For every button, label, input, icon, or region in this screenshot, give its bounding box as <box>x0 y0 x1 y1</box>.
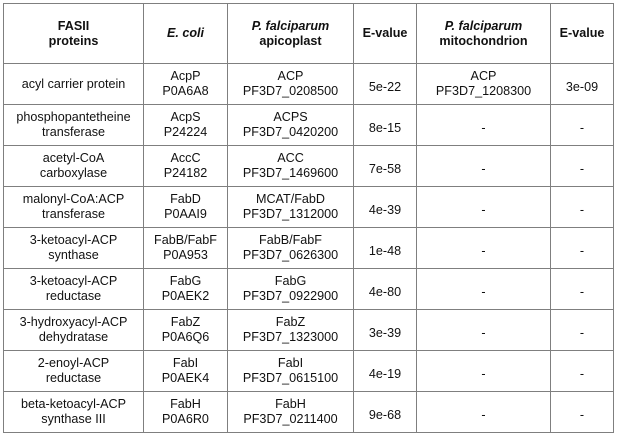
table-row <box>4 269 614 310</box>
header-ecoli <box>144 4 228 64</box>
mitochondrion-cell <box>417 146 551 187</box>
header-ecoli-label: E. coli <box>166 26 205 40</box>
evalue-2-cell <box>551 351 614 392</box>
header-evalue-1-label: E-value <box>362 26 408 40</box>
protein-name: synthase <box>48 248 99 262</box>
evalue-2: - <box>579 366 585 381</box>
apicoplast-cell <box>228 228 354 269</box>
ecoli-cell <box>144 64 228 105</box>
ecoli-cell <box>144 146 228 187</box>
table-row <box>4 187 614 228</box>
apicoplast-id: PF3D7_1323000 <box>242 330 339 344</box>
evalue-2: - <box>579 284 585 299</box>
evalue-2-cell <box>551 310 614 351</box>
mitochondrion-cell <box>417 64 551 105</box>
mitochondrion-gene: - <box>481 202 486 217</box>
protein-cell <box>4 105 144 146</box>
evalue-2: 3e-09 <box>565 79 599 94</box>
apicoplast-id: PF3D7_0211400 <box>243 412 338 426</box>
header-fasii-proteins <box>4 4 144 64</box>
evalue-1-cell <box>354 392 417 433</box>
protein-cell <box>4 64 144 105</box>
header-pf-mito-italic: P. falciparum <box>444 18 523 33</box>
protein-name: carboxylase <box>39 166 108 180</box>
protein-name: synthase III <box>41 412 106 426</box>
table-body <box>4 64 614 433</box>
apicoplast-id: PF3D7_0626300 <box>242 248 339 262</box>
mitochondrion-cell <box>417 105 551 146</box>
protein-name: transferase <box>42 207 105 221</box>
evalue-2-cell <box>551 105 614 146</box>
protein-name: transferase <box>42 125 105 139</box>
table-row <box>4 105 614 146</box>
evalue-1-cell <box>354 228 417 269</box>
ecoli-cell <box>144 351 228 392</box>
ecoli-cell <box>144 187 228 228</box>
ecoli-id: P0AEK4 <box>161 371 210 385</box>
evalue-1: 5e-22 <box>368 79 402 94</box>
evalue-1-cell <box>354 310 417 351</box>
header-fasii-line1: FASII <box>57 18 90 33</box>
mitochondrion-id: PF3D7_1208300 <box>435 84 532 98</box>
protein-name: reductase <box>45 371 102 385</box>
apicoplast-cell <box>228 351 354 392</box>
evalue-1-cell <box>354 187 417 228</box>
fasii-table <box>3 3 614 433</box>
ecoli-gene: AccC <box>170 151 201 165</box>
mitochondrion-gene: ACP <box>470 69 497 83</box>
header-evalue-1 <box>354 4 417 64</box>
mitochondrion-cell <box>417 187 551 228</box>
evalue-1-cell <box>354 351 417 392</box>
protein-name: 3-hydroxyacyl-ACP <box>19 315 128 329</box>
protein-name: malonyl-CoA:ACP <box>22 192 125 206</box>
mitochondrion-gene: - <box>481 120 486 135</box>
apicoplast-gene: FabH <box>275 397 306 411</box>
evalue-1: 4e-39 <box>368 202 402 217</box>
evalue-1: 8e-15 <box>368 120 402 135</box>
mitochondrion-gene: - <box>481 325 486 340</box>
apicoplast-cell <box>228 187 354 228</box>
apicoplast-gene: FabI <box>277 356 304 370</box>
ecoli-gene: AcpP <box>170 69 201 83</box>
ecoli-id: P0A6R0 <box>162 412 209 426</box>
apicoplast-cell <box>228 310 354 351</box>
apicoplast-id: PF3D7_0208500 <box>242 84 339 98</box>
ecoli-cell <box>144 228 228 269</box>
protein-cell <box>4 228 144 269</box>
mitochondrion-gene: - <box>481 243 486 258</box>
ecoli-gene: FabB/FabF <box>154 233 217 247</box>
apicoplast-id: PF3D7_0420200 <box>242 125 339 139</box>
table-row <box>4 228 614 269</box>
ecoli-id: P0A6A8 <box>162 84 209 98</box>
apicoplast-cell <box>228 64 354 105</box>
evalue-1: 3e-39 <box>368 325 402 340</box>
apicoplast-cell <box>228 269 354 310</box>
protein-name: acyl carrier protein <box>21 76 126 91</box>
evalue-2: - <box>579 243 585 258</box>
evalue-2-cell <box>551 187 614 228</box>
ecoli-id: P24224 <box>163 125 208 139</box>
apicoplast-id: PF3D7_0615100 <box>242 371 339 385</box>
protein-cell <box>4 351 144 392</box>
ecoli-gene: FabH <box>170 397 201 411</box>
mitochondrion-cell <box>417 269 551 310</box>
evalue-2: - <box>579 161 585 176</box>
evalue-1: 1e-48 <box>368 243 402 258</box>
table-row <box>4 310 614 351</box>
protein-name: dehydratase <box>38 330 109 344</box>
apicoplast-gene: ACP <box>277 69 304 83</box>
table-row <box>4 392 614 433</box>
ecoli-id: P0AEK2 <box>161 289 210 303</box>
table-row <box>4 64 614 105</box>
ecoli-gene: AcpS <box>170 110 201 124</box>
protein-name: 3-ketoacyl-ACP <box>29 274 118 288</box>
ecoli-gene: FabD <box>170 192 201 206</box>
protein-cell <box>4 269 144 310</box>
ecoli-gene: FabZ <box>170 315 201 329</box>
ecoli-cell <box>144 310 228 351</box>
header-pf-mito-rest: mitochondrion <box>439 33 528 48</box>
evalue-1: 4e-80 <box>368 284 402 299</box>
protein-cell <box>4 310 144 351</box>
protein-name: 3-ketoacyl-ACP <box>29 233 118 247</box>
evalue-1-cell <box>354 269 417 310</box>
header-pf-apicoplast <box>228 4 354 64</box>
mitochondrion-cell <box>417 392 551 433</box>
evalue-2: - <box>579 202 585 217</box>
table-row <box>4 146 614 187</box>
evalue-2-cell <box>551 228 614 269</box>
ecoli-gene: FabG <box>169 274 202 288</box>
evalue-1: 4e-19 <box>368 366 402 381</box>
ecoli-gene: FabI <box>172 356 199 370</box>
protein-name: 2-enoyl-ACP <box>37 356 110 370</box>
header-evalue-2 <box>551 4 614 64</box>
evalue-1-cell <box>354 146 417 187</box>
header-row <box>4 4 614 64</box>
ecoli-cell <box>144 105 228 146</box>
apicoplast-gene: ACC <box>277 151 304 165</box>
ecoli-id: P0AAI9 <box>164 207 207 221</box>
mitochondrion-gene: - <box>481 366 486 381</box>
protein-name: phosphopantetheine <box>16 110 131 124</box>
evalue-1-cell <box>354 64 417 105</box>
mitochondrion-cell <box>417 310 551 351</box>
protein-name: acetyl-CoA <box>42 151 105 165</box>
apicoplast-gene: FabG <box>274 274 307 288</box>
ecoli-cell <box>144 269 228 310</box>
evalue-1: 7e-58 <box>368 161 402 176</box>
apicoplast-id: PF3D7_1469600 <box>242 166 339 180</box>
evalue-2: - <box>579 120 585 135</box>
mitochondrion-cell <box>417 351 551 392</box>
header-pf-apicoplast-rest: apicoplast <box>259 33 322 48</box>
evalue-1: 9e-68 <box>368 407 402 422</box>
evalue-1-cell <box>354 105 417 146</box>
header-fasii-line2: proteins <box>48 33 99 48</box>
table-row <box>4 351 614 392</box>
protein-cell <box>4 146 144 187</box>
protein-cell <box>4 392 144 433</box>
evalue-2-cell <box>551 146 614 187</box>
apicoplast-id: PF3D7_1312000 <box>242 207 339 221</box>
evalue-2: - <box>579 407 585 422</box>
apicoplast-id: PF3D7_0922900 <box>242 289 339 303</box>
ecoli-id: P0A6Q6 <box>161 330 210 344</box>
protein-name: beta-ketoacyl-ACP <box>21 397 126 411</box>
evalue-2-cell <box>551 269 614 310</box>
apicoplast-gene: ACPS <box>273 110 308 124</box>
mitochondrion-gene: - <box>481 161 486 176</box>
ecoli-id: P0A953 <box>163 248 208 262</box>
apicoplast-cell <box>228 392 354 433</box>
mitochondrion-gene: - <box>481 284 486 299</box>
mitochondrion-gene: - <box>481 407 486 422</box>
apicoplast-gene: FabZ <box>275 315 306 329</box>
ecoli-cell <box>144 392 228 433</box>
apicoplast-cell <box>228 146 354 187</box>
evalue-2-cell <box>551 64 614 105</box>
evalue-2: - <box>579 325 585 340</box>
apicoplast-gene: FabB/FabF <box>259 233 322 247</box>
protein-cell <box>4 187 144 228</box>
apicoplast-cell <box>228 105 354 146</box>
mitochondrion-cell <box>417 228 551 269</box>
ecoli-id: P24182 <box>163 166 208 180</box>
header-pf-mitochondrion <box>417 4 551 64</box>
header-evalue-2-label: E-value <box>559 26 605 40</box>
apicoplast-gene: MCAT/FabD <box>255 192 326 206</box>
evalue-2-cell <box>551 392 614 433</box>
header-pf-apicoplast-italic: P. falciparum <box>251 18 330 33</box>
protein-name: reductase <box>45 289 102 303</box>
